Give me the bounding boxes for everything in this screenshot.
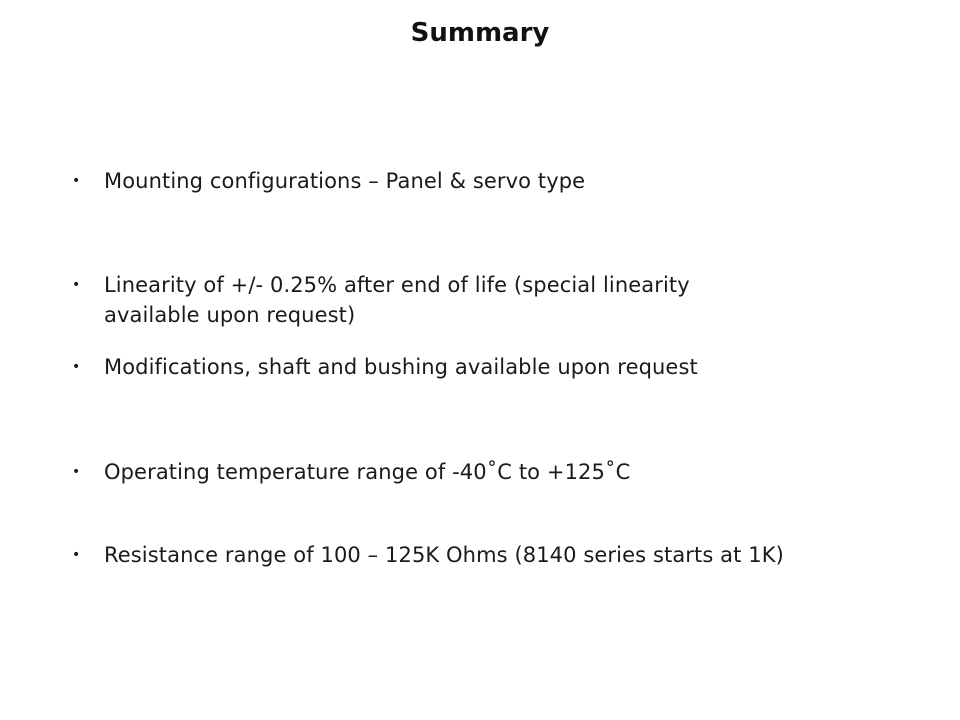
bullet-text: Resistance range of 100 – 125K Ohms (8140 series starts at 1K): [104, 543, 784, 567]
bullet-operating-temperature: [70, 457, 930, 487]
slide-title: Summary: [410, 18, 550, 48]
bullet-icon: •: [72, 464, 81, 480]
bullet-mounting-configurations: [70, 166, 930, 196]
bullet-text: Linearity of +/- 0.25% after end of life (special linearity available upon request): [104, 273, 690, 327]
bullet-resistance-range: [70, 540, 930, 570]
bullet-text: Mounting configurations – Panel & servo type: [104, 169, 586, 193]
bullet-linearity: [70, 270, 930, 330]
bullet-text: Operating temperature range of -40˚C to +125˚C: [104, 460, 631, 484]
bullet-modifications: [70, 352, 930, 382]
bullet-icon: •: [72, 277, 81, 293]
bullet-text: Modifications, shaft and bushing available upon request: [104, 355, 698, 379]
bullet-icon: •: [72, 547, 81, 563]
bullet-icon: •: [72, 359, 81, 375]
bullet-icon: •: [72, 173, 81, 189]
